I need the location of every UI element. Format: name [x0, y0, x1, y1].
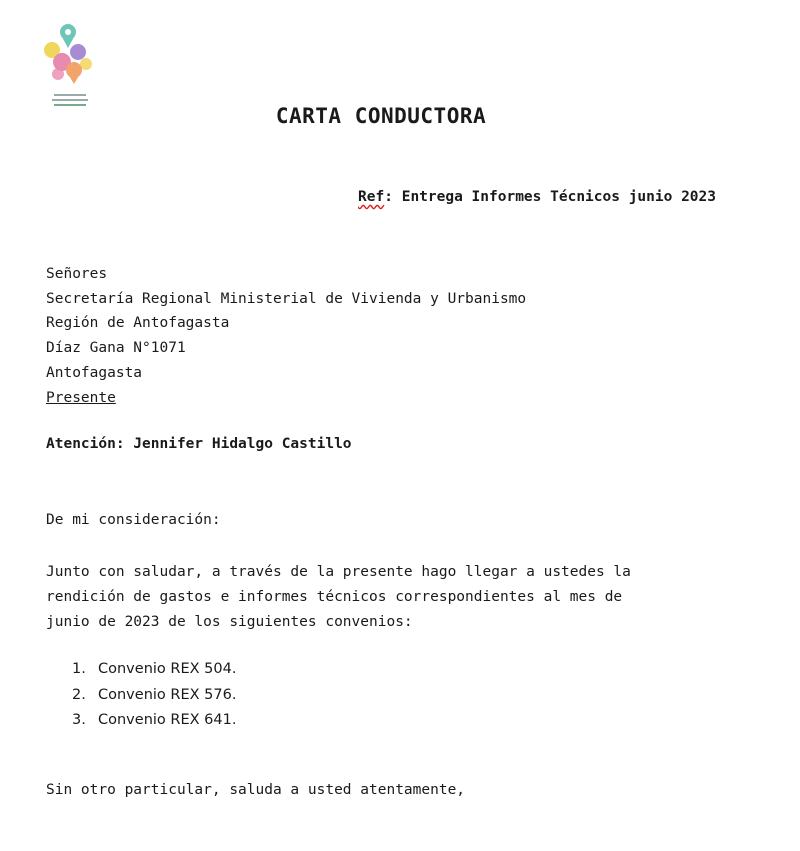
body-line: junio de 2023 de los siguientes convenios:: [46, 614, 413, 630]
reference-separator: :: [384, 189, 393, 205]
closing-line: Sin otro particular, saluda a usted atentamente,: [46, 782, 466, 798]
body-line: rendición de gastos e informes técnicos correspondientes al mes de: [46, 589, 623, 605]
body-paragraph: [46, 560, 631, 635]
address-line: Señores: [46, 266, 108, 282]
list-item: [72, 683, 236, 709]
address-line: Secretaría Regional Ministerial de Vivienda y Urbanismo: [46, 290, 527, 307]
list-number: 3.: [72, 712, 86, 728]
list-text: Convenio REX 576.: [98, 686, 237, 703]
presente-line: Presente: [46, 389, 116, 406]
address-line: Región de Antofagasta: [46, 315, 230, 332]
list-text: Convenio REX 504.: [98, 661, 237, 677]
recipient-address: [46, 262, 526, 410]
map-pin-cluster-logo: [38, 18, 100, 114]
list-number: 1.: [72, 661, 86, 677]
address-line: Antofagasta: [46, 364, 143, 381]
list-text: Convenio REX 641.: [98, 712, 237, 728]
list-item: [72, 708, 236, 734]
reference-line: [358, 189, 716, 205]
reference-text: Entrega Informes Técnicos junio 2023: [401, 189, 716, 205]
list-item: [72, 657, 236, 683]
convenios-list: [72, 657, 236, 734]
greeting: De mi consideración:: [46, 512, 221, 528]
reference-label: Ref: [358, 189, 385, 205]
attention-line: Atención: Jennifer Hidalgo Castillo: [46, 436, 352, 452]
body-line: Junto con saludar, a través de la presente hago llegar a ustedes la: [46, 564, 631, 580]
document-title: CARTA CONDUCTORA: [275, 104, 487, 128]
list-number: 2.: [72, 686, 86, 703]
address-line: Díaz Gana N°1071: [46, 340, 186, 357]
logo-pins: [44, 24, 92, 84]
